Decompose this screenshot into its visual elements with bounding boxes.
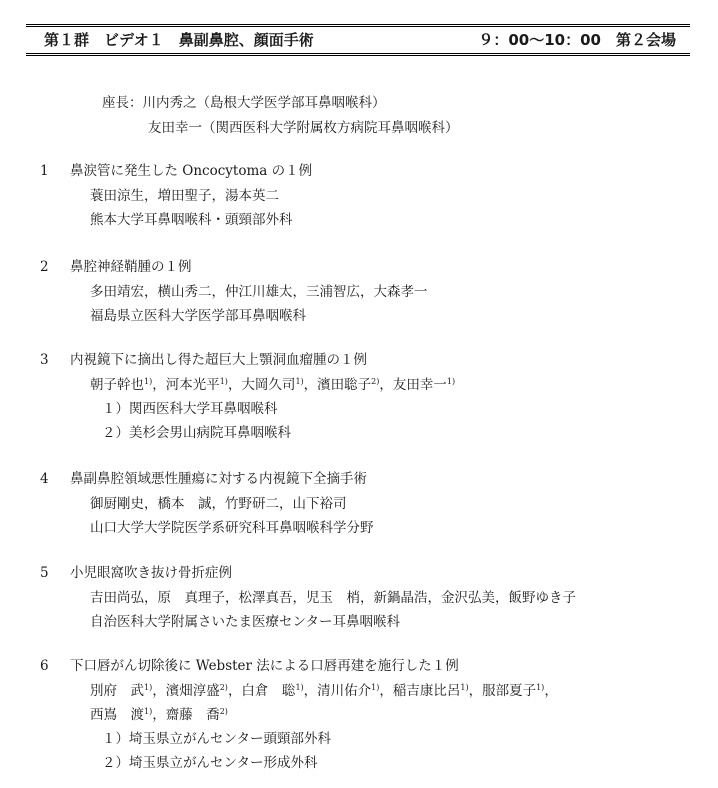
- author-name: 朝子幹也: [90, 377, 144, 393]
- author-name: 別府 武: [90, 683, 144, 699]
- author-name: ，稲吉康比呂: [379, 683, 461, 699]
- affiliation-mark: 2): [219, 707, 228, 716]
- item-affiliation: ２）美杉会男山病院耳鼻咽喉科: [102, 425, 291, 441]
- item-authors: 多田靖宏，横山秀二，仲江川雄太，三浦智広，大森孝一: [90, 284, 428, 300]
- chair-row-1: [102, 91, 459, 116]
- chairs-block: [102, 91, 459, 141]
- item-number: 4: [40, 471, 49, 487]
- author-name: 西嶌 渡: [90, 707, 144, 723]
- item-affiliation: 山口大学大学院医学系研究科耳鼻咽喉科学分野: [90, 520, 374, 536]
- chair-name-2: 友田幸一（関西医科大学附属枚方病院耳鼻咽喉科）: [148, 120, 459, 136]
- affiliation-mark: 1): [536, 683, 545, 692]
- affiliation-mark: 1): [144, 683, 153, 692]
- chair-label: 座長：: [102, 95, 143, 111]
- item-authors: 御厨剛史，橋本 誠，竹野研二，山下裕司: [90, 496, 347, 512]
- author-name: ，清川佑介: [303, 683, 372, 699]
- item-title: 鼻副鼻腔領域悪性腫瘍に対する内視鏡下全摘手術: [70, 471, 367, 487]
- affiliation-mark: 2): [371, 377, 380, 386]
- affiliation-mark: 1): [460, 683, 469, 692]
- affiliation-mark: 1): [219, 377, 228, 386]
- chair-name-1: 川内秀之（島根大学医学部耳鼻咽喉科）: [142, 95, 386, 111]
- item-authors: 吉田尚弘，原 真理子，松澤真吾，児玉 梢，新鍋晶浩，金沢弘美，飯野ゆき子: [90, 590, 576, 606]
- item-affiliation: １）関西医科大学耳鼻咽喉科: [102, 401, 278, 417]
- affiliation-mark: 1): [371, 683, 380, 692]
- affiliation-mark: 1): [295, 377, 304, 386]
- item-authors: [90, 679, 558, 703]
- affiliation-mark: 1): [144, 707, 153, 716]
- item-title: 小児眼窩吹き抜け骨折症例: [70, 565, 232, 581]
- chair-row-2: [102, 116, 459, 141]
- affiliation-mark: 2): [219, 683, 228, 692]
- item-affiliation: 自治医科大学附属さいたま医療センター耳鼻咽喉科: [90, 614, 400, 630]
- item-number: 2: [40, 259, 49, 275]
- item-authors-continued: [90, 703, 228, 727]
- item-title: 下口唇がん切除後に Webster 法による口唇再建を施行した１例: [70, 658, 459, 674]
- author-name: ，濱畑淳盛: [152, 683, 220, 699]
- author-name: ，友田幸一: [379, 377, 447, 393]
- item-title: 内視鏡下に摘出し得た超巨大上顎洞血瘤腫の１例: [70, 352, 367, 368]
- item-affiliation: １）埼玉県立がんセンター頭頸部外科: [102, 731, 331, 747]
- session-time: ９：00〜10：00 第２会場: [478, 31, 676, 49]
- item-number: 6: [40, 658, 49, 674]
- author-name: ，河本光平: [152, 377, 220, 393]
- author-name: ，大岡久司: [227, 377, 296, 393]
- item-number: 3: [40, 352, 49, 368]
- item-authors: [90, 373, 455, 397]
- item-number: 5: [40, 565, 49, 581]
- author-name: ，服部夏子: [468, 683, 537, 699]
- author-name: ，白倉 聡: [227, 683, 296, 699]
- affiliation-mark: 1): [295, 683, 304, 692]
- author-name: ，濱田聡子: [303, 377, 372, 393]
- item-authors: 蓑田涼生，増田聖子，湯本英二: [90, 188, 279, 204]
- item-affiliation: 熊本大学耳鼻咽喉科・頭頸部外科: [90, 212, 293, 228]
- separator: ，: [544, 683, 558, 699]
- affiliation-mark: 1): [144, 377, 153, 386]
- author-name: ，齋藤 喬: [152, 707, 220, 723]
- item-title: 鼻涙管に発生した Oncocytoma の１例: [70, 163, 313, 179]
- session-header: [26, 24, 690, 56]
- session-title: 第１群 ビデオ１ 鼻副鼻腔、顔面手術: [44, 31, 314, 49]
- item-title: 鼻腔神経鞘腫の１例: [70, 259, 192, 275]
- affiliation-mark: 1): [446, 377, 456, 386]
- item-number: 1: [40, 163, 49, 179]
- item-affiliation: 福島県立医科大学医学部耳鼻咽喉科: [90, 308, 306, 324]
- item-affiliation: ２）埼玉県立がんセンター形成外科: [102, 755, 318, 771]
